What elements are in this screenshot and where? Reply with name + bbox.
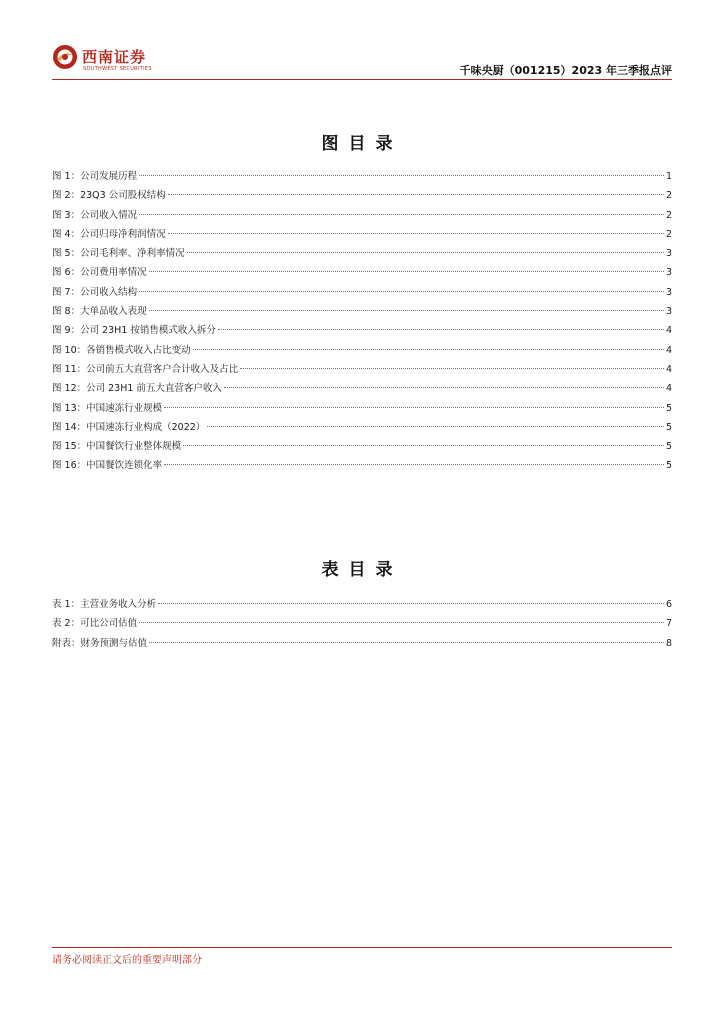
toc-entry[interactable] xyxy=(52,438,672,457)
toc-entry[interactable] xyxy=(52,361,672,380)
toc-leader xyxy=(139,291,664,292)
logo-text-cn: 西南证券 xyxy=(82,48,147,66)
toc-entry-label: 图 16：中国餐饮连锁化率 xyxy=(52,460,163,472)
toc-entry-page: 8 xyxy=(665,637,672,649)
toc-entry-page: 2 xyxy=(665,209,672,221)
toc-leader xyxy=(207,426,664,427)
toc-leader xyxy=(193,349,664,350)
toc-entry-page: 5 xyxy=(665,441,672,453)
page-header xyxy=(52,40,672,82)
toc-entry-label: 图 2：23Q3 公司股权结构 xyxy=(52,190,166,202)
toc-entry-label: 图 7：公司收入结构 xyxy=(52,286,138,298)
toc-entry-label: 图 3：公司收入情况 xyxy=(52,209,138,221)
toc-entry[interactable] xyxy=(52,342,672,361)
table-index-title: 表目录 xyxy=(321,560,403,580)
logo-text-en: SOUTHWEST SECURITIES xyxy=(83,66,152,72)
toc-leader xyxy=(149,271,664,272)
toc-entry[interactable] xyxy=(52,207,672,226)
toc-entry[interactable] xyxy=(52,419,672,438)
toc-entry-page: 3 xyxy=(665,286,672,298)
toc-entry-label: 图 14：中国速冻行业构成（2022） xyxy=(52,421,206,433)
toc-entry-page: 2 xyxy=(665,228,672,240)
toc-leader xyxy=(164,464,664,465)
toc-entry-page: 4 xyxy=(665,325,672,337)
toc-leader xyxy=(183,445,664,446)
toc-entry[interactable] xyxy=(52,264,672,283)
footer-disclaimer: 请务必阅读正文后的重要声明部分 xyxy=(52,955,202,966)
toc-entry-label: 图 13：中国速冻行业规模 xyxy=(52,402,163,414)
toc-entry[interactable] xyxy=(52,457,672,476)
toc-entry[interactable] xyxy=(52,168,672,187)
toc-entry[interactable] xyxy=(52,226,672,245)
toc-leader xyxy=(139,622,664,623)
toc-entry[interactable] xyxy=(52,322,672,341)
toc-entry-page: 4 xyxy=(665,344,672,356)
toc-entry-label: 图 1：公司发展历程 xyxy=(52,171,138,182)
toc-leader xyxy=(149,310,664,311)
toc-entry-page: 3 xyxy=(665,267,672,279)
toc-entry-page: 7 xyxy=(665,618,672,630)
toc-leader xyxy=(149,642,664,643)
toc-entry[interactable] xyxy=(52,596,672,615)
toc-entry-page: 3 xyxy=(665,248,672,260)
toc-entry-page: 5 xyxy=(665,460,672,472)
toc-entry[interactable] xyxy=(52,635,672,654)
toc-entry[interactable] xyxy=(52,187,672,206)
toc-entry-label: 图 12：公司 23H1 前五大直营客户收入 xyxy=(52,383,222,395)
toc-entry-label: 图 4：公司归母净利润情况 xyxy=(52,228,166,240)
logo-emblem-icon xyxy=(52,44,78,70)
toc-entry-label: 图 8：大单品收入表现 xyxy=(52,306,147,318)
toc-entry-page: 3 xyxy=(665,306,672,318)
toc-entry-page: 4 xyxy=(665,383,672,395)
toc-entry-label: 图 6：公司费用率情况 xyxy=(52,267,147,279)
table-index-list xyxy=(52,596,672,654)
toc-entry[interactable] xyxy=(52,380,672,399)
toc-entry-label: 附表：财务预测与估值 xyxy=(52,637,148,649)
header-divider xyxy=(52,79,672,80)
toc-entry-label: 图 11：公司前五大直营客户合计收入及占比 xyxy=(52,363,239,375)
toc-entry-page: 1 xyxy=(665,171,672,182)
toc-entry-label: 表 2：可比公司估值 xyxy=(52,618,138,630)
toc-entry-page: 5 xyxy=(665,402,672,414)
toc-leader xyxy=(139,214,664,215)
toc-entry-label: 图 9：公司 23H1 按销售模式收入拆分 xyxy=(52,325,216,337)
toc-entry-label: 图 5：公司毛利率、净利率情况 xyxy=(52,248,185,260)
toc-leader xyxy=(187,252,664,253)
toc-entry[interactable] xyxy=(52,615,672,634)
toc-entry[interactable] xyxy=(52,400,672,419)
toc-entry-label: 表 1：主营业务收入分析 xyxy=(52,599,157,610)
toc-entry-label: 图 15：中国餐饮行业整体规模 xyxy=(52,441,182,453)
toc-leader xyxy=(224,387,664,388)
toc-entry[interactable] xyxy=(52,303,672,322)
toc-leader xyxy=(168,194,664,195)
toc-entry-page: 2 xyxy=(665,190,672,202)
figure-index-list xyxy=(52,168,672,477)
figure-index-title: 图目录 xyxy=(321,134,403,154)
toc-entry-page: 5 xyxy=(665,421,672,433)
toc-leader xyxy=(218,329,664,330)
toc-leader xyxy=(168,233,664,234)
toc-entry[interactable] xyxy=(52,245,672,264)
report-title: 千味央厨（001215）2023 年三季报点评 xyxy=(459,64,672,77)
toc-entry-page: 4 xyxy=(665,363,672,375)
toc-leader xyxy=(139,175,664,176)
toc-entry-label: 图 10：各销售模式收入占比变动 xyxy=(52,344,191,356)
toc-leader xyxy=(240,368,664,369)
toc-leader xyxy=(164,407,664,408)
footer-divider xyxy=(52,947,672,948)
toc-entry-page: 6 xyxy=(665,599,672,610)
toc-leader xyxy=(158,603,664,604)
toc-entry[interactable] xyxy=(52,284,672,303)
